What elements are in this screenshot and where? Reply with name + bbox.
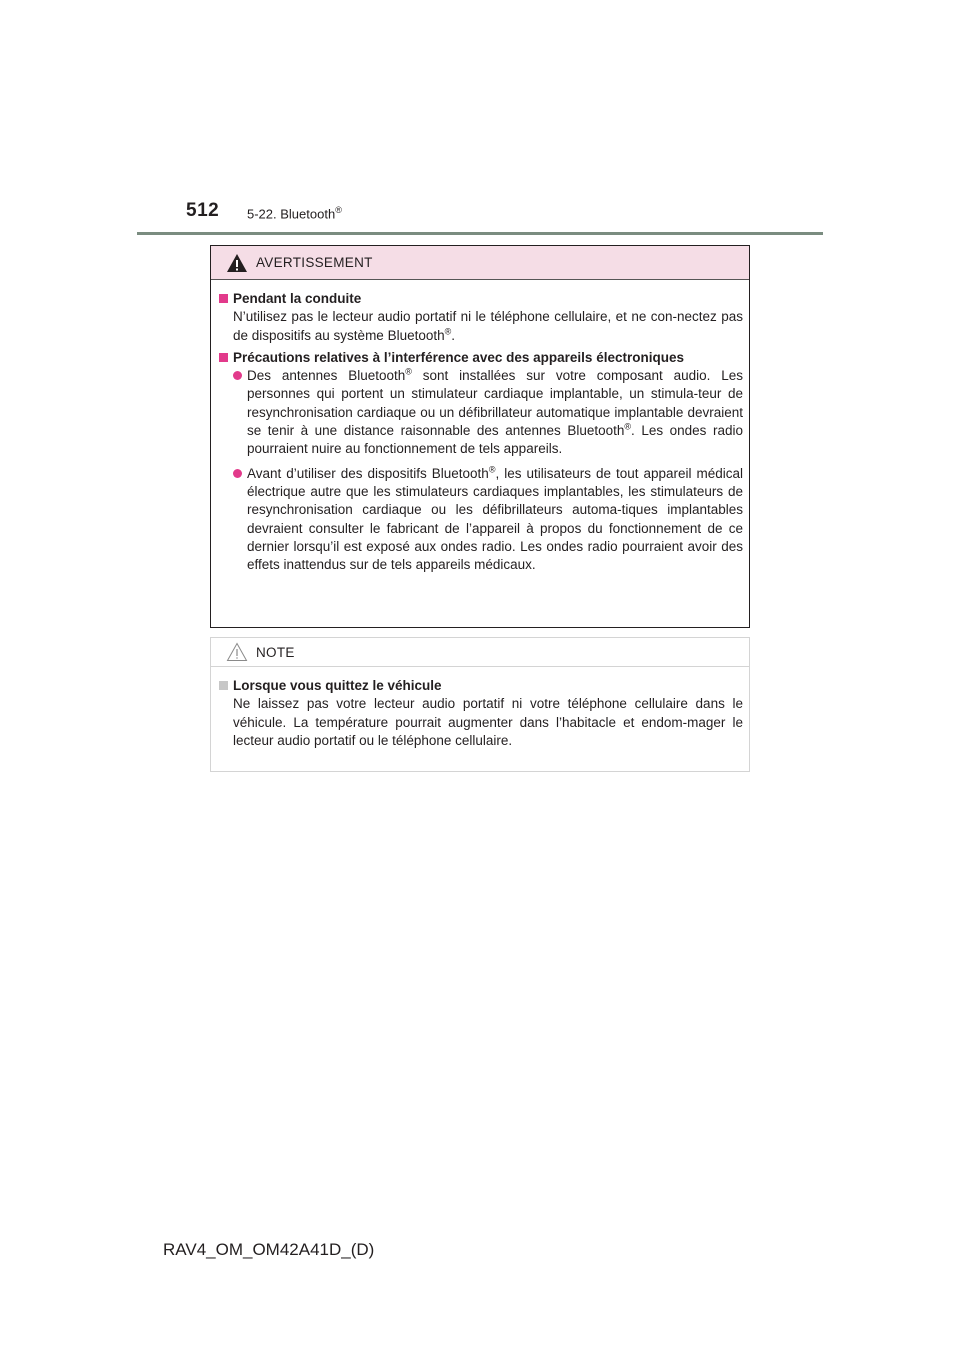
bullet-text-part: Des antennes Bluetooth — [247, 368, 406, 384]
note-box — [210, 637, 750, 772]
warning-item-driving — [216, 290, 743, 345]
header-rule — [137, 232, 823, 235]
bullet-text-part: , les utilisateurs de tout appareil médical électrique autre que les stimulateurs cardiaques implantables, les stimulateurs de resynchronisation cardiaque ou les défibrillateurs automa-tiques implantables devraient consulter le fabricant de l’appareil à propos du fonctionnement de ce dernier lorsqu’il est exposé aux ondes radio. Les ondes radio pourraient avoir des effets inattendus sur de tels appareils médicaux. — [247, 465, 743, 573]
caution-triangle-icon — [226, 642, 248, 662]
warning-item-interference — [216, 349, 743, 575]
square-bullet-icon — [219, 294, 228, 303]
item-title — [216, 677, 743, 695]
warning-header — [211, 246, 749, 280]
bullet-text — [247, 465, 743, 575]
item-text: Ne laissez pas votre lecteur audio portatif ni votre téléphone cellulaire dans le véhicule. La température pourrait augmenter dans l’habitacle et endom-mager le lecteur audio portatif ou le téléphone cellulaire. — [233, 696, 743, 748]
registered-mark: ® — [405, 366, 412, 377]
bullet-text-part: Avant d’utiliser des dispositifs Bluetooth — [247, 465, 489, 481]
page-header — [0, 0, 960, 240]
square-bullet-icon — [219, 681, 228, 690]
warning-title: AVERTISSEMENT — [256, 255, 373, 270]
bullet-text-part: . Les ondes radio pourraient nuire au fonctionnement de tels appareils. — [247, 423, 743, 457]
item-title-text: Précautions relatives à l’interférence avec des appareils électroniques — [233, 349, 684, 365]
warning-body — [211, 280, 749, 574]
note-title: NOTE — [256, 644, 295, 660]
round-bullet-icon — [233, 469, 242, 478]
registered-mark: ® — [444, 326, 452, 337]
note-body — [211, 667, 749, 750]
item-title-text: Pendant la conduite — [233, 291, 362, 306]
registered-mark: ® — [624, 421, 632, 432]
bullet-text-part: sont installées sur votre composant audio. Les personnes qui portent un stimulateur cardiaque implantable, un stimula-teur de resynchronisation cardiaque ou un défibrillateur automatique implantable devraient se tenir à une distance raisonnable des antennes Bluetooth — [247, 368, 743, 439]
list-item — [216, 367, 743, 458]
square-bullet-icon — [219, 353, 228, 362]
warning-triangle-icon — [226, 253, 248, 273]
note-header — [211, 638, 749, 667]
section-title-text: 5-22. Bluetooth — [247, 206, 336, 222]
warning-box — [210, 245, 750, 628]
item-title-text: Lorsque vous quittez le véhicule — [233, 678, 442, 693]
item-title — [216, 349, 743, 367]
registered-mark: ® — [488, 464, 496, 475]
item-text — [216, 308, 743, 345]
bullet-text — [247, 367, 743, 458]
note-item-leaving-vehicle — [216, 677, 743, 750]
item-text-part: N’utilisez pas le lecteur audio portatif ni le téléphone cellulaire, et ne con-nectez pas de dispositifs au système Bluetooth — [233, 309, 743, 343]
page-number: 512 — [186, 200, 220, 221]
list-item — [216, 465, 743, 575]
document-code: RAV4_OM_OM42A41D_(D) — [163, 1240, 375, 1259]
registered-mark: ® — [335, 205, 342, 215]
round-bullet-icon — [233, 371, 242, 380]
item-text-part: . — [451, 327, 456, 343]
section-title — [247, 205, 342, 221]
item-title — [216, 290, 743, 308]
